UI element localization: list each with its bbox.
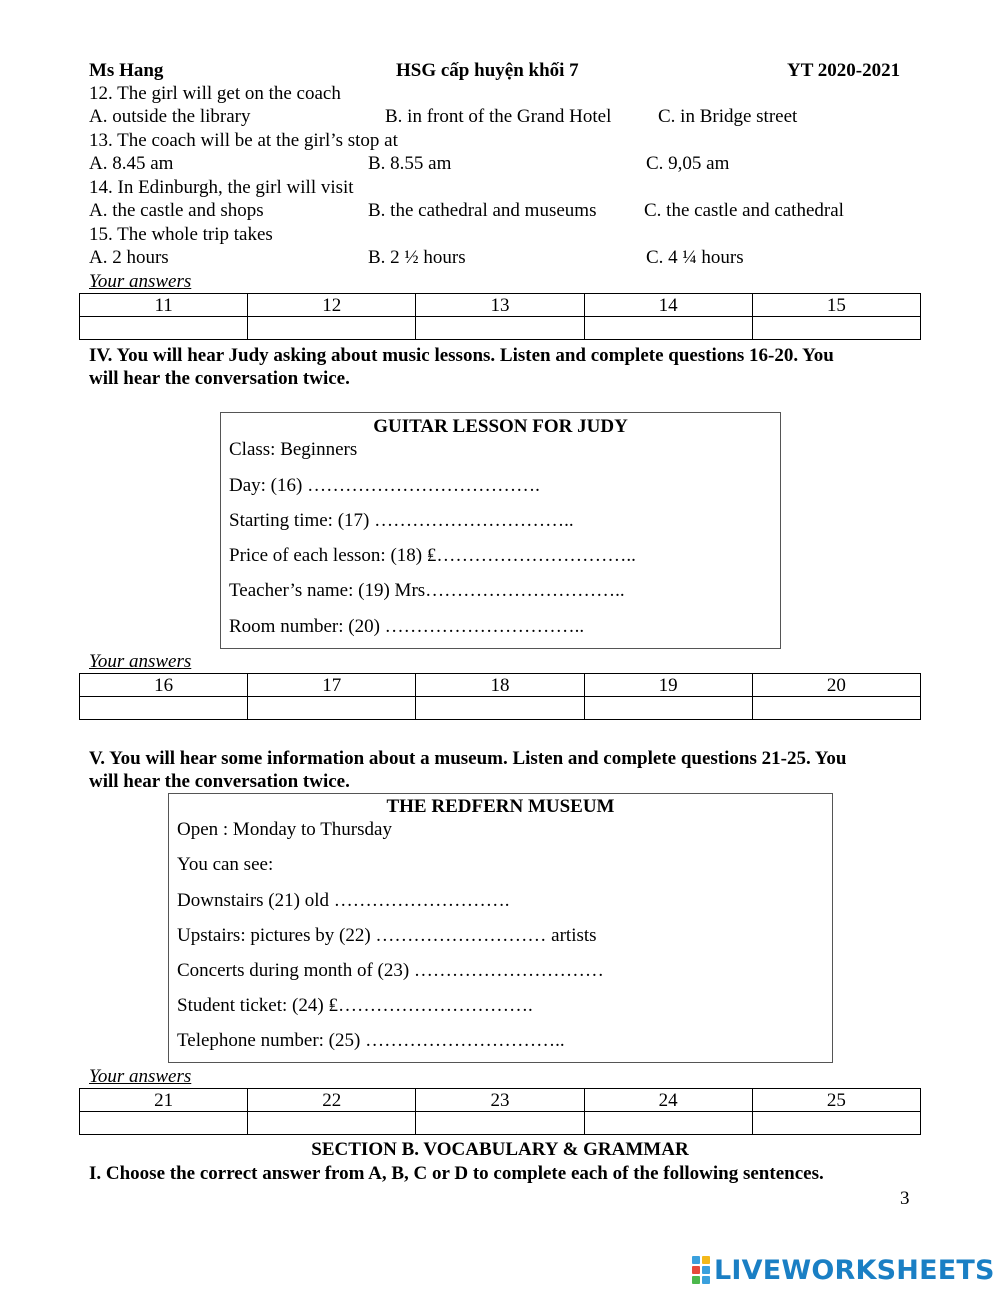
box-line: Class: Beginners xyxy=(229,439,358,460)
box-line: Downstairs (21) old ………………………. xyxy=(177,890,510,911)
museum-box xyxy=(168,793,833,1063)
answer-cell[interactable] xyxy=(248,317,416,340)
answer-table xyxy=(79,293,921,340)
box-title: GUITAR LESSON FOR JUDY xyxy=(373,416,628,437)
option-b: B. in front of the Grand Hotel xyxy=(385,106,612,127)
your-answers-label: Your answers xyxy=(89,651,192,672)
answer-header: 20 xyxy=(752,674,920,697)
box-line: Telephone number: (25) ………………………….. xyxy=(177,1030,565,1051)
option-c: C. 4 ¼ hours xyxy=(646,247,744,268)
your-answers-label: Your answers xyxy=(89,1066,192,1087)
box-line: Open : Monday to Thursday xyxy=(177,819,392,840)
answer-table xyxy=(79,673,921,720)
option-a: A. the castle and shops xyxy=(89,200,264,221)
guitar-lesson-box xyxy=(220,412,781,649)
option-b: B. 2 ½ hours xyxy=(368,247,466,268)
answer-cell[interactable] xyxy=(416,317,584,340)
answer-cell[interactable] xyxy=(752,697,920,720)
answer-cell[interactable] xyxy=(80,317,248,340)
option-a: A. outside the library xyxy=(89,106,251,127)
answer-header: 21 xyxy=(80,1089,248,1112)
answer-header: 25 xyxy=(752,1089,920,1112)
question-stem: 13. The coach will be at the girl’s stop at xyxy=(89,130,398,151)
answer-header: 19 xyxy=(584,674,752,697)
answer-header: 16 xyxy=(80,674,248,697)
answer-header: 17 xyxy=(248,674,416,697)
answer-cell[interactable] xyxy=(248,697,416,720)
box-line: Student ticket: (24) ₤…………………………. xyxy=(177,995,533,1016)
answer-header: 18 xyxy=(416,674,584,697)
box-line: Concerts during month of (23) ………………………… xyxy=(177,960,604,981)
box-line: Upstairs: pictures by (22) ……………………… artists xyxy=(177,925,597,946)
answer-cell[interactable] xyxy=(80,697,248,720)
box-line: Day: (16) ………………………………. xyxy=(229,475,540,496)
answer-header: 13 xyxy=(416,294,584,317)
answer-cell[interactable] xyxy=(752,317,920,340)
brand-name: LIVEWORKSHEETS xyxy=(714,1254,995,1286)
answer-header: 12 xyxy=(248,294,416,317)
option-b: B. 8.55 am xyxy=(368,153,452,174)
box-line: Starting time: (17) ………………………….. xyxy=(229,510,574,531)
header-school-year: YT 2020-2021 xyxy=(787,60,901,81)
answer-header: 24 xyxy=(584,1089,752,1112)
question-stem: 15. The whole trip takes xyxy=(89,224,273,245)
section-iv-instruction: IV. You will hear Judy asking about music lessons. Listen and complete questions 16-20. You xyxy=(89,345,834,366)
section-b-title: SECTION B. VOCABULARY & GRAMMAR xyxy=(311,1139,689,1160)
answer-table xyxy=(79,1088,921,1135)
question-stem: 14. In Edinburgh, the girl will visit xyxy=(89,177,354,198)
box-line: You can see: xyxy=(177,854,274,875)
answer-cell[interactable] xyxy=(584,317,752,340)
liveworksheets-logo xyxy=(692,1253,995,1287)
box-line: Teacher’s name: (19) Mrs………………………….. xyxy=(229,580,625,601)
your-answers-label: Your answers xyxy=(89,271,192,292)
box-title: THE REDFERN MUSEUM xyxy=(386,796,615,817)
answer-header: 22 xyxy=(248,1089,416,1112)
liveworksheets-logo-icon xyxy=(692,1256,710,1284)
box-line: Price of each lesson: (18) ₤………………………….. xyxy=(229,545,636,566)
answer-cell[interactable] xyxy=(752,1112,920,1135)
option-b: B. the cathedral and museums xyxy=(368,200,597,221)
option-c: C. in Bridge street xyxy=(658,106,798,127)
answer-header: 23 xyxy=(416,1089,584,1112)
page-number: 3 xyxy=(900,1188,910,1209)
answer-header: 11 xyxy=(80,294,248,317)
header-teacher: Ms Hang xyxy=(89,60,164,81)
section-b-instruction: I. Choose the correct answer from A, B, C or D to complete each of the following sentences. xyxy=(89,1163,824,1184)
section-v-instruction-cont: will hear the conversation twice. xyxy=(89,771,350,792)
question-stem: 12. The girl will get on the coach xyxy=(89,83,341,104)
section-v-instruction: V. You will hear some information about a museum. Listen and complete questions 21-25. You xyxy=(89,748,847,769)
answer-cell[interactable] xyxy=(416,1112,584,1135)
option-a: A. 2 hours xyxy=(89,247,169,268)
option-c: C. the castle and cathedral xyxy=(644,200,844,221)
answer-cell[interactable] xyxy=(248,1112,416,1135)
answer-cell[interactable] xyxy=(80,1112,248,1135)
section-iv-instruction-cont: will hear the conversation twice. xyxy=(89,368,350,389)
answer-cell[interactable] xyxy=(584,1112,752,1135)
answer-header: 15 xyxy=(752,294,920,317)
answer-header: 14 xyxy=(584,294,752,317)
answer-cell[interactable] xyxy=(584,697,752,720)
box-line: Room number: (20) ………………………….. xyxy=(229,616,585,637)
option-c: C. 9,05 am xyxy=(646,153,730,174)
answer-cell[interactable] xyxy=(416,697,584,720)
header-exam-title: HSG cấp huyện khối 7 xyxy=(396,60,579,81)
option-a: A. 8.45 am xyxy=(89,153,174,174)
